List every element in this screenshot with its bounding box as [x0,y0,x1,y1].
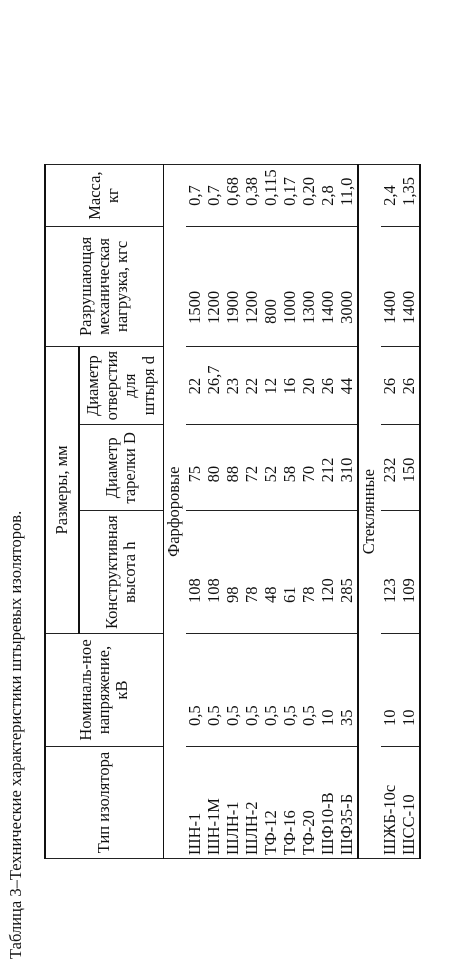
cell-voltage: 0,5 [224,634,243,747]
header-mass: Масса, кг [45,165,163,227]
cell-type: ШЛН-1 [224,747,243,859]
cell-mass: 0,7 [205,165,224,227]
table-row [262,165,281,859]
cell-height-h: 98 [224,511,243,634]
cell-load: 1400 [381,226,400,346]
table-body [163,165,420,859]
cell-type: ТФ-20 [300,747,319,859]
cell-load: 1000 [281,226,300,346]
cell-mass: 0,20 [300,165,319,227]
cell-diam-D: 80 [205,425,224,511]
cell-load: 3000 [338,226,358,346]
table-row [381,165,400,859]
cell-height-h: 78 [300,511,319,634]
cell-type: ШСС-10 [400,747,420,859]
cell-mass: 1,35 [400,165,420,227]
cell-load: 1400 [400,226,420,346]
cell-height-h: 109 [400,511,420,634]
cell-load: 1500 [186,226,205,346]
cell-diam-d: 26,7 [205,346,224,424]
cell-diam-d: 44 [338,346,358,424]
group-row [358,165,381,859]
header-dimensions: Размеры, мм [45,346,79,633]
cell-diam-D: 232 [381,425,400,511]
cell-height-h: 48 [262,511,281,634]
table-row [243,165,262,859]
cell-diam-D: 88 [224,425,243,511]
cell-mass: 0,7 [186,165,205,227]
cell-load: 1300 [300,226,319,346]
table-row [300,165,319,859]
cell-voltage: 0,5 [205,634,224,747]
cell-height-h: 123 [381,511,400,634]
cell-mass: 0,38 [243,165,262,227]
cell-diam-d: 16 [281,346,300,424]
cell-type: ТФ-12 [262,747,281,859]
group-label: Фарфоровые [163,165,186,859]
cell-diam-d: 20 [300,346,319,424]
cell-voltage: 0,5 [186,634,205,747]
cell-height-h: 78 [243,511,262,634]
cell-diam-D: 75 [186,425,205,511]
table-row [400,165,420,859]
cell-height-h: 61 [281,511,300,634]
cell-voltage: 0,5 [262,634,281,747]
cell-load: 1400 [319,226,338,346]
cell-voltage: 10 [381,634,400,747]
cell-diam-D: 150 [400,425,420,511]
cell-voltage: 35 [338,634,358,747]
header-voltage: Номиналь-ное напряжение, кВ [45,634,163,747]
table-row [281,165,300,859]
cell-type: ШФ10-В [319,747,338,859]
header-diam-d: Диаметр отверстия для штыря d [79,346,163,424]
cell-mass: 2,8 [319,165,338,227]
cell-type: ШЖБ-10с [381,747,400,859]
header-type: Тип изолятора [45,747,163,859]
cell-voltage: 0,5 [281,634,300,747]
cell-height-h: 285 [338,511,358,634]
cell-diam-d: 26 [319,346,338,424]
cell-height-h: 108 [205,511,224,634]
cell-voltage: 0,5 [243,634,262,747]
group-row [163,165,186,859]
cell-diam-D: 72 [243,425,262,511]
header-diam-D: Диаметр тарелки D [79,425,163,511]
cell-voltage: 10 [319,634,338,747]
cell-load: 1200 [243,226,262,346]
insulator-table [44,164,421,859]
cell-diam-d: 22 [186,346,205,424]
cell-type: ШФ35-Б [338,747,358,859]
cell-load: 1900 [224,226,243,346]
cell-type: ШН-1М [205,747,224,859]
cell-mass: 2,4 [381,165,400,227]
cell-type: ТФ-16 [281,747,300,859]
cell-height-h: 108 [186,511,205,634]
cell-height-h: 120 [319,511,338,634]
cell-load: 1200 [205,226,224,346]
cell-type: ШН-1 [186,747,205,859]
table-caption: Таблица 3–Технические характеристики штыревых изоляторов. [6,510,25,959]
cell-mass: 0,68 [224,165,243,227]
cell-voltage: 10 [400,634,420,747]
cell-diam-D: 212 [319,425,338,511]
cell-diam-D: 52 [262,425,281,511]
cell-voltage: 0,5 [300,634,319,747]
cell-diam-d: 12 [262,346,281,424]
cell-diam-d: 26 [400,346,420,424]
cell-diam-D: 58 [281,425,300,511]
cell-diam-D: 70 [300,425,319,511]
group-label: Стеклянные [358,165,381,859]
cell-diam-D: 310 [338,425,358,511]
cell-type: ШЛН-2 [243,747,262,859]
cell-mass: 0,115 [262,165,281,227]
header-height-h: Конструктивная высота h [79,511,163,634]
table-row [224,165,243,859]
cell-diam-d: 22 [243,346,262,424]
table-row [319,165,338,859]
cell-diam-d: 26 [381,346,400,424]
table-row [338,165,358,859]
cell-load: 800 [262,226,281,346]
cell-diam-d: 23 [224,346,243,424]
table-row [205,165,224,859]
table-header [45,165,163,859]
table-row [186,165,205,859]
cell-mass: 11,0 [338,165,358,227]
header-load: Разрушающая механическая нагрузка, кгс [45,226,163,346]
cell-mass: 0,17 [281,165,300,227]
